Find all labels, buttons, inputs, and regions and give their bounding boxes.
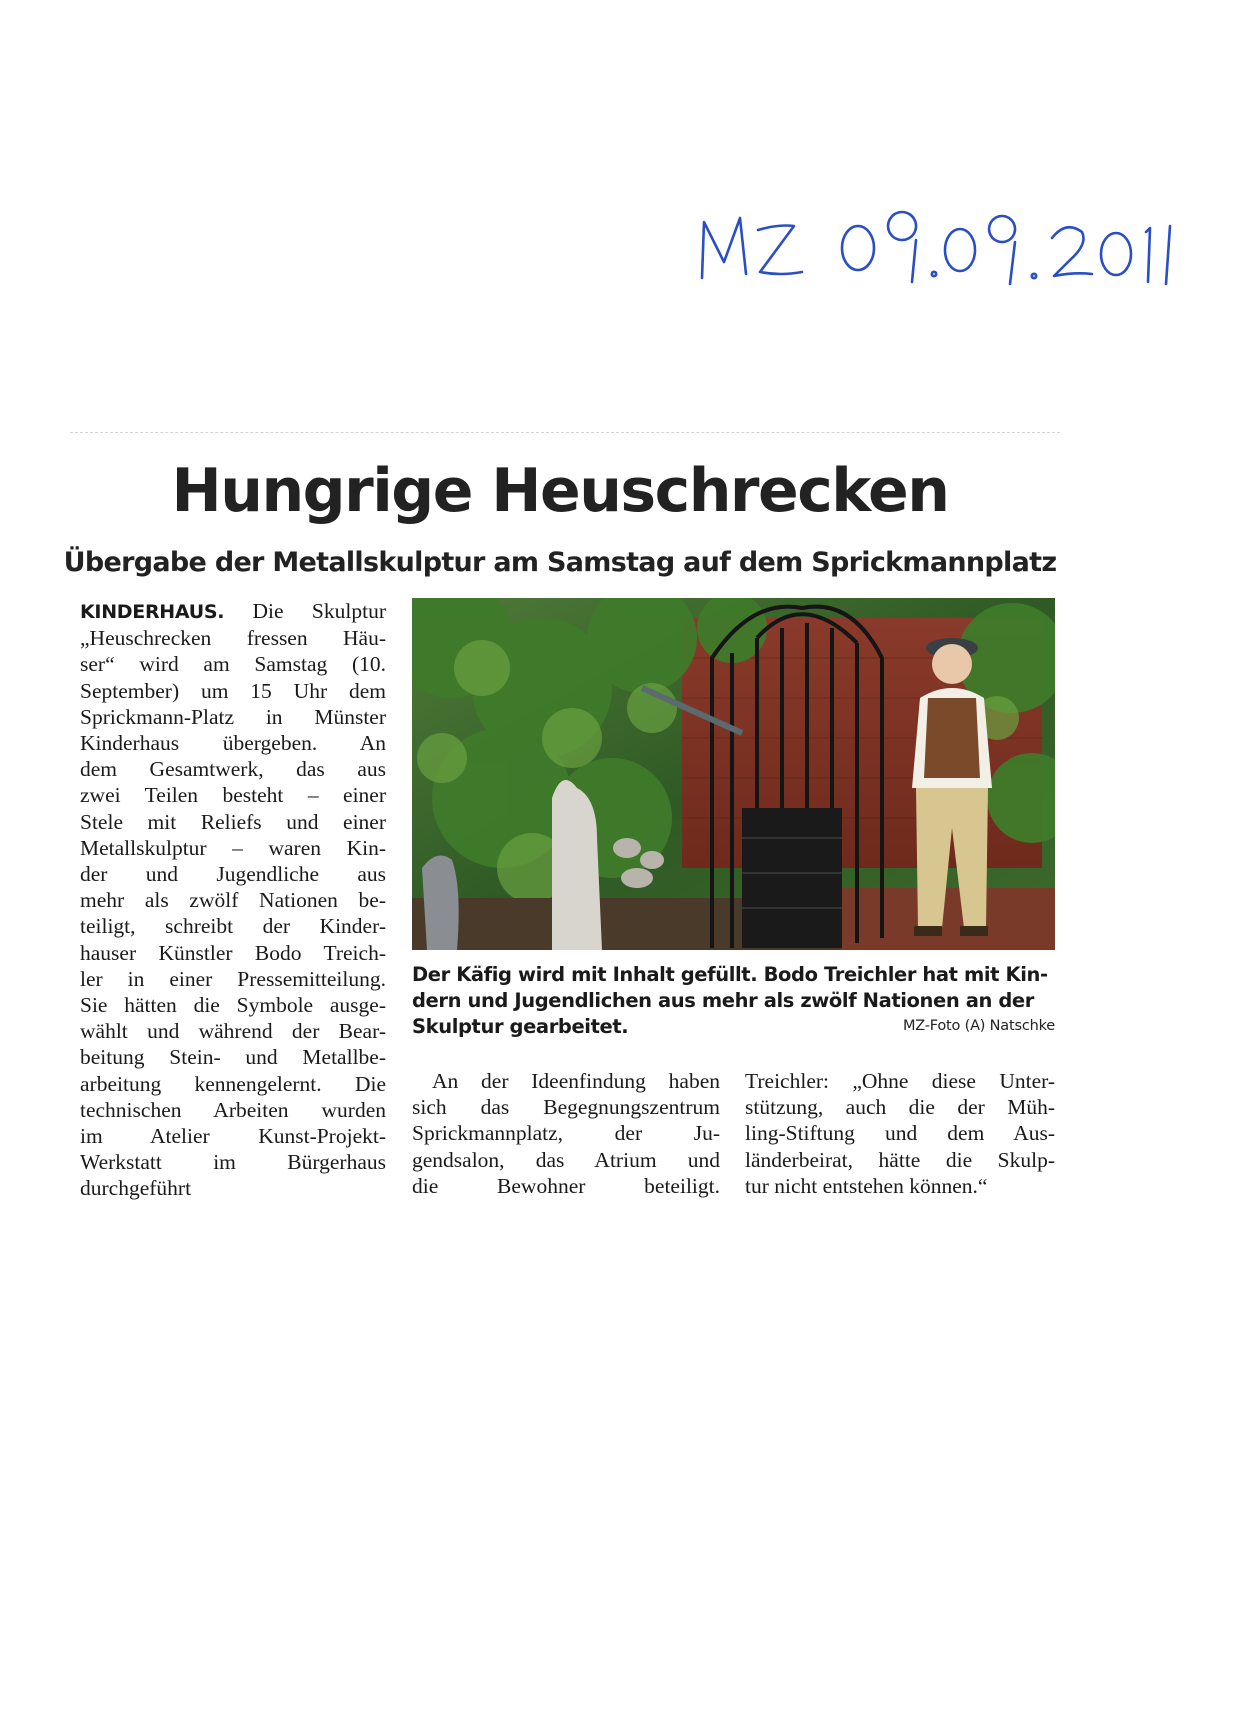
subheadline: Übergabe der Metallskulptur am Samstag auf dem Sprickmannplatz	[63, 547, 1057, 578]
article-photo	[412, 598, 1055, 950]
column-3-line: stützung, auch die der Müh-	[745, 1095, 1055, 1120]
handwritten-date-note	[690, 200, 1210, 290]
column-1-line: der und Jugendliche aus	[80, 862, 386, 887]
column-3-line: tur nicht entstehen können.“	[745, 1173, 988, 1198]
column-1-line: ler in einer Pressemitteilung.	[80, 966, 386, 991]
handwritten-date-drawing	[690, 200, 1210, 290]
column-1-line: technischen Arbeiten wurden	[80, 1097, 386, 1122]
dateline: KINDERHAUS.	[80, 601, 225, 623]
column-1-line: teiligt, schreibt der Kinder-	[80, 914, 386, 939]
column-2-line: An der Ideenfindung haben	[432, 1069, 720, 1093]
top-divider	[70, 432, 1060, 433]
column-1-line: September) um 15 Uhr dem	[80, 678, 386, 703]
caption-line: dern und Jugendlichen aus mehr als zwölf Nationen an der	[412, 989, 1034, 1012]
column-1-line: dem Gesamtwerk, das aus	[80, 757, 386, 782]
column-2-line: gendsalon, das Atrium und	[412, 1147, 720, 1172]
caption-line: Der Käfig wird mit Inhalt gefüllt. Bodo Treichler hat mit Kin-	[412, 963, 1048, 986]
column-1-line: zwei Teilen besteht – einer	[80, 783, 386, 808]
column-1-line-first	[80, 598, 386, 625]
column-1-line: Die Skulptur	[252, 599, 386, 623]
column-1-line: arbeitung kennengelernt. Die	[80, 1071, 386, 1096]
column-2-line: Sprickmannplatz, der Ju-	[412, 1121, 720, 1146]
photo-garden-sculpture	[412, 598, 1055, 950]
column-3-line: länderbeirat, hätte die Skulp-	[745, 1147, 1055, 1172]
column-1-line: Metallskulptur – waren Kin-	[80, 835, 386, 860]
caption-line: Skulptur gearbeitet.	[412, 1015, 629, 1038]
column-1-line: mehr als zwölf Nationen be-	[80, 888, 386, 913]
column-1-line: Stele mit Reliefs und einer	[80, 809, 386, 834]
column-3-line: ling-Stiftung und dem Aus-	[745, 1121, 1055, 1146]
column-1-line: hauser Künstler Bodo Treich-	[80, 940, 386, 965]
column-1-line: Werkstatt im Bürgerhaus	[80, 1150, 386, 1175]
column-2-line: sich das Begegnungszentrum	[412, 1095, 720, 1120]
column-2-line: die Bewohner beteiligt.	[412, 1173, 720, 1198]
article-column-3	[745, 1068, 1055, 1199]
column-1-line: „Heuschrecken fressen Häu-	[80, 626, 386, 651]
headline: Hungrige Heuschrecken	[171, 456, 949, 526]
article-column-2	[412, 1068, 720, 1199]
photo-credit: MZ-Foto (A) Natschke	[902, 1018, 1055, 1034]
column-1-line: Kinderhaus übergeben. An	[80, 731, 386, 756]
column-1-line: beitung Stein- und Metallbe-	[80, 1045, 386, 1070]
column-1-line: durchgeführt	[80, 1176, 192, 1201]
column-1-line: im Atelier Kunst-Projekt-	[80, 1124, 386, 1149]
column-3-line: Treichler: „Ohne diese Unter-	[745, 1069, 1055, 1093]
column-1-line: Sprickmann-Platz in Münster	[80, 704, 386, 729]
column-1-line: Sie hätten die Symbole ausge-	[80, 993, 386, 1018]
column-1-line: wählt und während der Bear-	[80, 1019, 386, 1044]
column-1-line: ser“ wird am Samstag (10.	[80, 652, 386, 677]
article-column-1	[80, 598, 386, 1202]
